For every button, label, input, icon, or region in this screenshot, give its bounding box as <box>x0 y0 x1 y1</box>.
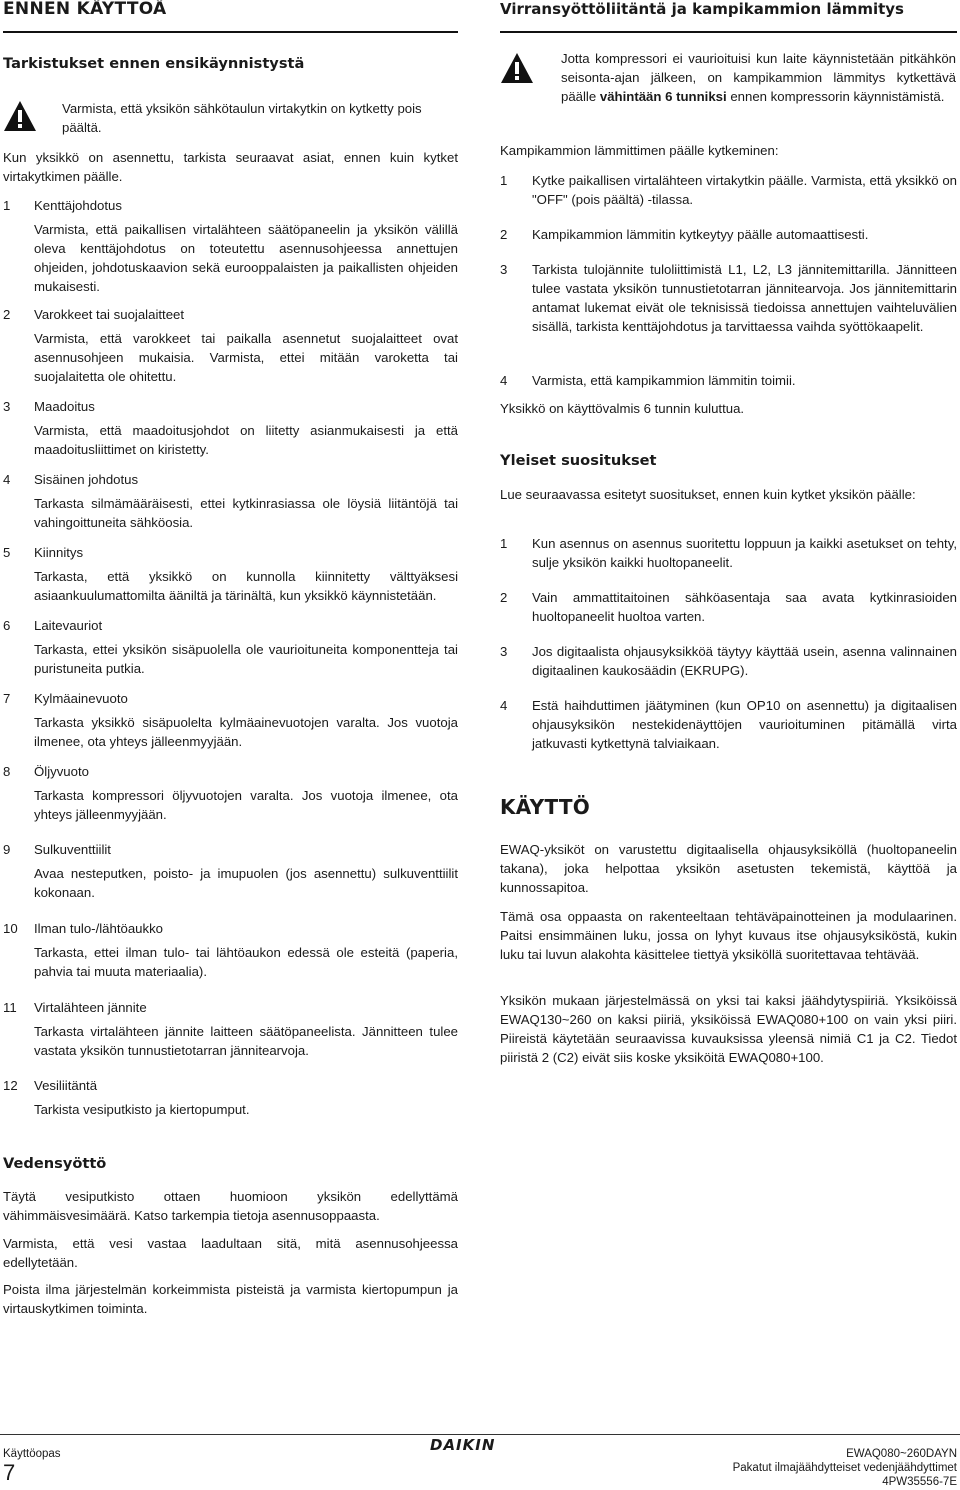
warning-text-bold: vähintään 6 tunniksi <box>599 89 727 104</box>
item-text: Tarkista vesiputkisto ja kiertopumput. <box>34 1102 250 1117</box>
step-text: Kytke paikallisen virtalähteen virtakytkin päälle. Varmista, että yksikkö on "OFF" (pois päältä) -tilassa. <box>532 173 957 207</box>
item-text: Tarkasta virtalähteen jännite laitteen säätöpaneelista. Jännitteen tulee vastata yksikön tunnustietotarran jännitearvoja. <box>34 1024 458 1058</box>
section-rule <box>3 31 458 33</box>
item-title: Varokkeet tai suojalaitteet <box>34 307 185 322</box>
warning-text: Varmista, että yksikön sähkötaulun virtakytkin on kytketty pois päältä. <box>62 101 422 135</box>
check-item <box>3 840 458 900</box>
footer-manual-label: Käyttöopas <box>3 1448 61 1460</box>
check-item <box>3 689 458 749</box>
step-number: 4 <box>500 373 508 388</box>
section-title-text: ENNEN KÄYTTÖÄ <box>3 0 167 19</box>
heater-intro: Kampikammion lämmittimen päälle kytkeminen: <box>500 143 779 158</box>
footer-rule <box>0 1434 960 1435</box>
water-paragraph: Varmista, että vesi vastaa laadultaan sitä, mitä asennusohjeessa edellytetään. <box>3 1236 458 1270</box>
crankcase-warning-text <box>561 49 956 106</box>
check-item <box>3 1076 458 1121</box>
check-item <box>3 998 458 1058</box>
item-number: 10 <box>3 921 18 936</box>
item-text: Tarkasta yksikkö sisäpuolelta kylmäainevuotojen varalta. Jos vuotoja ilmenee, ota yhteys jälleenmyyjään. <box>34 715 458 749</box>
general-intro: Lue seuraavassa esitetyt suositukset, ennen kuin kytket yksikön päälle: <box>500 487 916 502</box>
step-text: Varmista, että kampikammion lämmitin toimii. <box>532 373 796 388</box>
item-text: Jos digitaalista ohjausyksikköä täytyy käyttää usein, asenna valinnainen digitaalinen kaukosäädin (EKRUPG). <box>532 644 957 678</box>
item-number: 4 <box>500 698 508 713</box>
item-number: 2 <box>3 307 11 322</box>
item-title: Kylmäainevuoto <box>34 691 128 706</box>
item-title: Maadoitus <box>34 399 95 414</box>
check-item <box>3 543 458 603</box>
item-number: 1 <box>500 536 508 551</box>
check-item <box>3 196 458 296</box>
item-text: Vain ammattitaitoinen sähköasentaja saa avata kytkinrasioiden huoltopaneelit huoltoa varten. <box>532 590 957 624</box>
operation-paragraph: Tämä osa oppaasta on rakenteeltaan tehtäväpainotteinen ja modulaarinen. Paitsi ensimmäinen luku, jossa on lyhyt kuvaus itse ohjausyksiköstä, kukin luku tai luvun alakohta käsittelee tiettyä yksiköllä suoritettavaa tehtävää. <box>500 909 957 962</box>
item-number: 1 <box>3 198 11 213</box>
item-title: Kenttäjohdotus <box>34 198 122 213</box>
footer-doc-code: 4PW35556-7E <box>882 1476 957 1488</box>
step-text: Tarkista tulojännite tuloliittimistä L1, L2, L3 jännitemittarilla. Jännitteen tulee vastata yksikön tunnustietotarran jännitearvoja. Jos jännitemittarin antamat lukemat eivät ole teknisissä tiedoissa annettujen vaihteluvälien sisällä, tarkista kenttäjohdotus ja tarvittaessa vaihda syöttökaapelit. <box>532 262 957 334</box>
item-number: 9 <box>3 842 11 857</box>
power-section-title: Virransyöttöliitäntä ja kampikammion lämmitys <box>500 0 904 18</box>
item-title: Vesiliitäntä <box>34 1078 98 1093</box>
check-item <box>3 470 458 530</box>
warning-icon <box>3 99 37 133</box>
item-number: 3 <box>500 644 508 659</box>
item-title: Ilman tulo-/lähtöaukko <box>34 921 164 936</box>
item-text: Kun asennus on asennus suoritettu loppuun ja kaikki asetukset on tehty, sulje yksikön kaikki huoltopaneelit. <box>532 536 957 570</box>
item-number: 12 <box>3 1078 18 1093</box>
item-title: Kiinnitys <box>34 545 84 560</box>
item-number: 11 <box>3 1000 17 1015</box>
warning-icon <box>500 51 534 85</box>
item-text: Tarkasta, ettei ilman tulo- tai lähtöaukon edessä ole esteitä (paperia, pahvia tai muuta materiaalia). <box>34 945 458 979</box>
check-item <box>3 616 458 676</box>
item-title: Laitevauriot <box>34 618 103 633</box>
water-paragraph: Poista ilma järjestelmän korkeimmista pisteistä ja varmista kiertopumpun ja virtauskytkimen toiminta. <box>3 1282 458 1316</box>
step-number: 2 <box>500 227 508 242</box>
item-number: 4 <box>3 472 11 487</box>
daikin-logo: DAIKIN <box>430 1436 496 1454</box>
footer-product: Pakatut ilmajäähdytteiset vedenjäähdyttimet <box>732 1462 957 1474</box>
warning-text-part: Jotta kompressori ei vaurioituisi kun laite käynnistetään pitkähkön seisonta-ajan jälkeen, on kampikammion lämmitys kytkettävä päälle <box>561 51 956 104</box>
general-heading: Yleiset suositukset <box>500 452 657 469</box>
item-text: Estä haihduttimen jäätyminen (kun OP10 on asennettu) ja digitaalisen ohjausyksikön nestekidenäyttöjen vaurioituminen pitämällä virta jatkuvasti kytkettynä talviaikaan. <box>532 698 957 751</box>
item-text: Varmista, että paikallisen virtalähteen säätöpaneelin ja yksikön välillä oleva kenttäjohdotus on toteutettu asennusohjeessa annettujen ohjeiden, johdotuskaavion sekä eurooppalaisten ja paikallisten ohjeiden mukaisesti. <box>34 222 458 294</box>
item-text: Varmista, että maadoitusjohdot on liitetty asianmukaisesti ja että maadoitusliittimet on kiristetty. <box>34 423 458 457</box>
warning-text-part: ennen kompressorin käynnistämistä. <box>726 89 945 104</box>
item-title: Sisäinen johdotus <box>34 472 139 487</box>
ready-text: Yksikkö on käyttövalmis 6 tunnin kuluttua. <box>500 401 745 416</box>
item-text: Tarkasta silmämääräisesti, ettei kytkinrasiassa ole löysiä liitäntöjä tai vahingoittuneita sähköosia. <box>34 496 458 530</box>
step-text: Kampikammion lämmitin kytkeytyy päälle automaattisesti. <box>532 227 869 242</box>
section-title-before-use <box>3 0 166 19</box>
footer-model: EWAQ080~260DAYN <box>846 1448 957 1460</box>
item-number: 5 <box>3 545 11 560</box>
operation-paragraph: EWAQ-yksiköt on varustettu digitaalisella ohjausyksiköllä (huoltopaneelin takana), joka helpottaa yksikön asetusten tekemistä, käyttöä ja kunnossapitoa. <box>500 842 957 895</box>
item-text: Avaa nesteputken, poisto- ja imupuolen (jos asennettu) sulkuventtiilit kokonaan. <box>34 866 458 900</box>
operation-paragraph: Yksikön mukaan järjestelmässä on yksi tai kaksi jäähdytyspiiriä. Yksiköissä EWAQ130~260 on kaksi piiriä, yksiköissä EWAQ080+100 on vain yksi piiri. Piireistä käytetään seuraavissa kuvauksissa yleensä nimiä C1 ja C2. Tiedot piiristä 2 (C2) eivät siis koske yksiköitä EWAQ080+100. <box>500 993 957 1065</box>
operation-heading-text: KÄYTTÖ <box>500 795 591 819</box>
step-number: 1 <box>500 173 508 188</box>
item-number: 3 <box>3 399 11 414</box>
water-heading: Vedensyöttö <box>3 1155 107 1172</box>
checks-heading: Tarkistukset ennen ensikäynnistystä <box>3 55 305 72</box>
item-number: 2 <box>500 590 508 605</box>
check-item <box>3 305 458 385</box>
operation-heading <box>500 795 591 819</box>
item-number: 6 <box>3 618 11 633</box>
item-title: Sulkuventtiilit <box>34 842 111 857</box>
item-text: Tarkasta, ettei yksikön sisäpuolella ole vaurioituneita komponentteja tai puristuneita putkia. <box>34 642 458 676</box>
water-paragraph: Täytä vesiputkisto ottaen huomioon yksikön edellyttämä vähimmäisvesimäärä. Katso tarkempia tietoja asennusoppaasta. <box>3 1189 458 1223</box>
step-number: 3 <box>500 262 508 277</box>
item-text: Tarkasta, että yksikkö on kunnolla kiinnitetty välttyäksesi asiaankuulumattomilta ääniltä ja tärinältä, kun yksikkö käynnistetään. <box>34 569 458 603</box>
item-number: 8 <box>3 764 11 779</box>
item-text: Tarkasta kompressori öljyvuotojen varalta. Jos vuotoja ilmenee, ota yhteys jälleenmyyjään. <box>34 788 458 822</box>
check-item <box>3 762 458 822</box>
item-title: Öljyvuoto <box>34 764 89 779</box>
footer-page-number: 7 <box>3 1460 16 1485</box>
item-text: Varmista, että varokkeet tai paikalla asennetut suojalaitteet ovat asennusohjeen mukaisia. Varmista, ettei mitään varoketta tai suojalaitetta ole ohitettu. <box>34 331 458 384</box>
check-item <box>3 397 458 457</box>
check-item <box>3 919 458 979</box>
item-number: 7 <box>3 691 11 706</box>
item-title: Virtalähteen jännite <box>34 1000 147 1015</box>
intro-text: Kun yksikkö on asennettu, tarkista seuraavat asiat, ennen kuin kytket virtakytkimen päälle. <box>3 150 458 184</box>
section-rule <box>500 31 957 33</box>
